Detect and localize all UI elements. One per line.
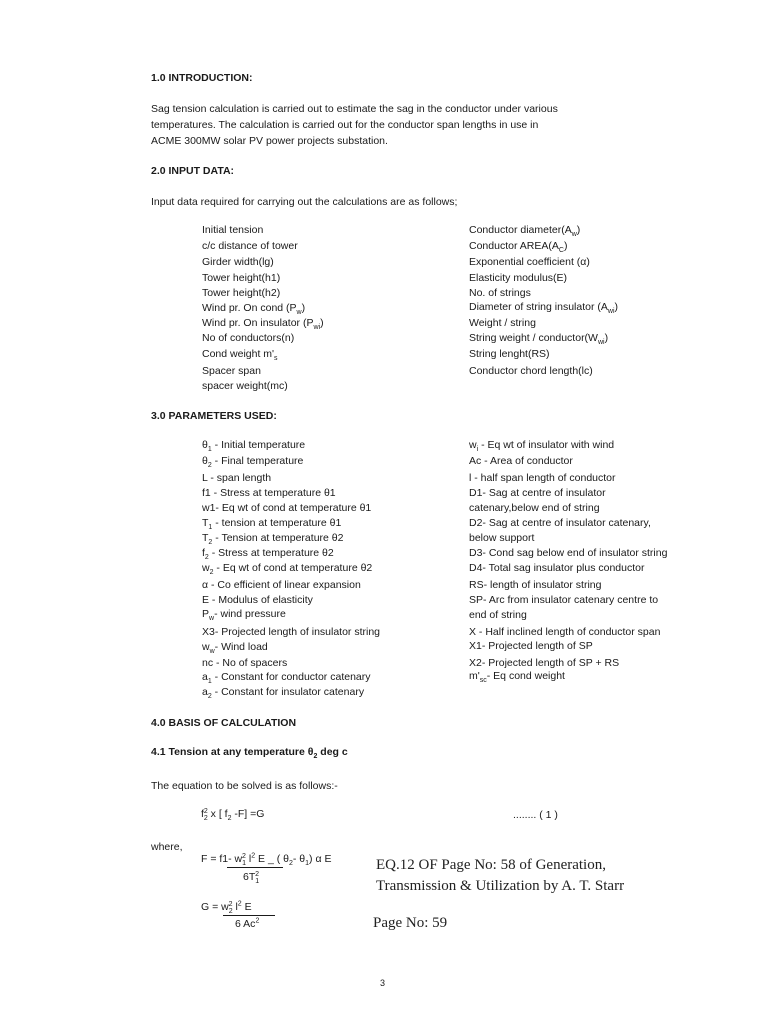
parameter-item: $\theta_2$ - Final temperature <box>202 455 304 470</box>
parameter-item: $T_1$ - tension at temperature θ1 <box>202 517 342 532</box>
input-data-item: No of conductors(n) <box>202 332 295 344</box>
parameter-item: SP- Arc from insulator catenary centre to <box>469 594 659 606</box>
input-data-item: String weight / $conductor(W_{wi})$ <box>469 332 609 347</box>
parameter-item: D4- Total sag insulator plus conductor <box>469 562 645 574</box>
input-data-item: spacer weight(mc) <box>202 380 288 392</box>
parameter-item: α - Co efficient of linear expansion <box>202 579 361 591</box>
parameter-item: $\theta_1$ - Initial temperature <box>202 439 306 454</box>
F-equation-denominator: $6T_1^2$ <box>243 870 260 886</box>
reference-line-1: EQ.12 OF Page No: 58 of Generation, <box>376 857 606 873</box>
parameters-heading: 3.0 PARAMETERS USED: <box>151 410 277 422</box>
G-equation-denominator: 6 Ac$^2$ <box>235 917 260 930</box>
parameter-item: D2- Sag at centre of insulator catenary, <box>469 517 651 529</box>
parameter-item: E - Modulus of elasticity <box>202 594 313 606</box>
page-number: 3 <box>380 978 386 988</box>
input-data-item: c/c distance of tower <box>202 240 298 252</box>
input-data-item: Conductor $diameter(A_w)$ <box>469 224 581 239</box>
equation-intro: The equation to be solved is as follows:- <box>151 780 338 792</box>
intro-text-line-2: temperatures. The calculation is carried out for the conductor span lengths in use in <box>151 119 539 131</box>
parameter-item: $P_w-$ wind pressure <box>202 608 286 623</box>
parameter-item: $f_2$ - Stress at temperature θ2 <box>202 547 334 562</box>
input-data-item: Wind pr. On cond $(P_w)$ <box>202 302 306 317</box>
input-data-item: Initial tension <box>202 224 264 236</box>
input-data-intro: Input data required for carrying out the calculations are as follows; <box>151 196 458 208</box>
parameter-item: nc - No of spacers <box>202 657 288 669</box>
intro-text-line-3: ACME 300MW solar PV power projects substation. <box>151 135 388 147</box>
introduction-heading: 1.0 INTRODUCTION: <box>151 72 253 84</box>
parameter-item: w1- Eq wt of cond at temperature θ1 <box>202 502 372 514</box>
input-data-heading: 2.0 INPUT DATA: <box>151 165 235 177</box>
parameter-item: X1- Projected length of SP <box>469 640 593 652</box>
parameter-item: $m'_{sc}-$ Eq cond weight <box>469 670 565 685</box>
parameter-item: X - Half inclined length of conductor span <box>469 626 661 638</box>
parameter-item: $a_1$ - Constant for conductor catenary <box>202 671 371 686</box>
input-data-item: Conductor chord length(lc) <box>469 365 593 377</box>
parameter-item: $w_i$ - Eq wt of insulator with wind <box>469 439 615 454</box>
parameter-item: below support <box>469 532 535 544</box>
reference-line-2: Transmission & Utilization by A. T. Starr <box>376 878 625 894</box>
input-data-item: Wind pr. On insulator $(P_{wi})$ <box>202 317 324 332</box>
input-data-item: Tower height(h1) <box>202 272 281 284</box>
where-label: where, <box>151 841 183 853</box>
parameter-item: $a_2$ - Constant for insulator catenary <box>202 686 365 701</box>
input-data-item: Exponential coefficient (α) <box>469 256 590 268</box>
input-data-item: No. of strings <box>469 287 531 299</box>
parameter-item: X2- Projected length of SP + RS <box>469 657 620 669</box>
equation-number: ........ ( 1 ) <box>513 809 558 821</box>
input-data-item: Tower height(h2) <box>202 287 281 299</box>
input-data-item: String lenght(RS) <box>469 348 550 360</box>
parameter-item: D1- Sag at centre of insulator <box>469 487 606 499</box>
parameter-item: $w_2$ - Eq wt of cond at temperature θ2 <box>202 562 373 577</box>
parameter-item: l - half span length of conductor <box>469 472 616 484</box>
parameter-item: f1 - Stress at temperature θ1 <box>202 487 336 499</box>
parameter-item: end of string <box>469 609 527 621</box>
parameter-item: Ac - Area of conductor <box>469 455 573 467</box>
F-fraction-bar <box>227 867 283 868</box>
G-fraction-bar <box>223 915 275 916</box>
input-data-item: Conductor $AREA(A_C)$ <box>469 240 568 255</box>
F-equation-numerator: F = f1- $w_1^2$ $l^2$ E _ ( $\theta_2-$ $\theta_1$) α E <box>201 852 332 868</box>
parameter-item: catenary,below end of string <box>469 502 600 514</box>
input-data-item: Girder width(lg) <box>202 256 274 268</box>
parameter-item: L - span length <box>202 472 272 484</box>
subsection-heading: 4.1 Tension at any temperature $\theta_2$ deg c <box>151 746 348 761</box>
input-data-item: Cond weight $m'_s$ <box>202 348 278 363</box>
intro-text-line-1: Sag tension calculation is carried out to estimate the sag in the conductor under various <box>151 103 558 115</box>
parameter-item: RS- length of insulator string <box>469 579 602 591</box>
G-equation-numerator: $G = w_2^2$ $l^2$ E <box>201 900 252 916</box>
input-data-item: Spacer span <box>202 365 261 377</box>
parameter-item: D3- Cond sag below end of insulator string <box>469 547 668 559</box>
parameter-item: $w_w-$ Wind load <box>202 641 268 656</box>
parameter-item: X3- Projected length of insulator string <box>202 626 381 638</box>
basis-heading: 4.0 BASIS OF CALCULATION <box>151 717 297 729</box>
equation-1: $f_2^2$ x [ $f_2$ -F] =G <box>201 807 265 823</box>
input-data-item: Elasticity modulus(E) <box>469 272 568 284</box>
page-reference: Page No: 59 <box>373 915 448 931</box>
input-data-item: Diameter of string insulator $(A_{wi})$ <box>469 301 619 316</box>
input-data-item: Weight / string <box>469 317 536 329</box>
parameter-item: $T_2$ - Tension at temperature θ2 <box>202 532 344 547</box>
